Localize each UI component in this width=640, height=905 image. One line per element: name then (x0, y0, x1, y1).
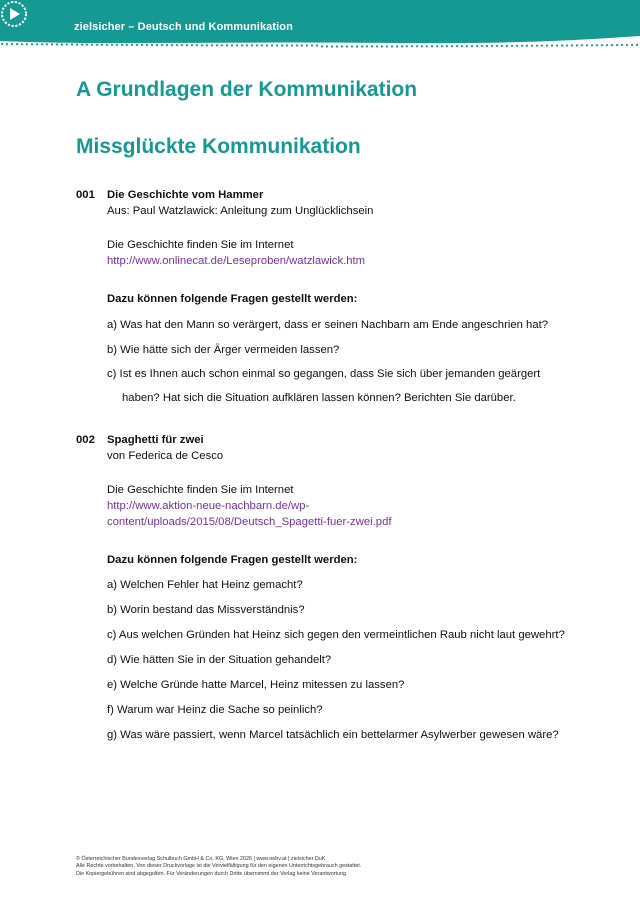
banner-dot (36, 43, 38, 45)
banner-dot (111, 44, 113, 46)
header-title: zielsicher – Deutsch und Kommunikation (74, 21, 293, 33)
banner-dot (571, 44, 573, 46)
banner-dot (271, 44, 273, 46)
banner-dot (621, 44, 623, 46)
banner-dot (146, 44, 148, 46)
banner-dot (206, 44, 208, 46)
story-source: von Federica de Cesco (107, 450, 224, 462)
footer-line: Alle Rechte vorbehalten. Von dieser Druckvorlage ist die Vervielfältigung für den eigenen Unterrichtsgebrauch gestattet. (76, 863, 362, 870)
banner-dot (76, 44, 78, 46)
banner-dot (266, 44, 268, 46)
banner-dot (411, 45, 413, 47)
banner-dot (466, 45, 468, 47)
banner-dot (156, 44, 158, 46)
banner-dot (351, 45, 353, 47)
banner-dot (631, 44, 633, 46)
story-title: Spaghetti für zwei (107, 434, 204, 446)
banner-dot (46, 43, 48, 45)
banner-dot (151, 44, 153, 46)
banner-dot (636, 44, 638, 46)
banner-dot (11, 43, 13, 45)
banner-dot (586, 44, 588, 46)
banner-dot (26, 43, 28, 45)
banner-dot (506, 45, 508, 47)
footer-line: © Österreichischer Bundesverlag Schulbuch GmbH & Co. KG, Wien 2026 | www.oebv.at | zielsicher DuK (76, 856, 326, 862)
story-source: Aus: Paul Watzlawick: Anleitung zum Unglücklichsein (107, 205, 374, 217)
banner-dot (446, 45, 448, 47)
banner-dot (186, 44, 188, 46)
banner-dot (381, 45, 383, 47)
banner-dot (81, 44, 83, 46)
banner-dot (601, 44, 603, 46)
banner-dot (71, 43, 73, 45)
banner-dot (286, 44, 288, 46)
banner-dot (566, 44, 568, 46)
section-number: 001 (76, 189, 95, 201)
main-heading: A Grundlagen der Kommunikation (76, 78, 418, 101)
banner-dot (536, 45, 538, 47)
banner-dot (561, 44, 563, 46)
banner-dot (511, 45, 513, 47)
questions-heading: Dazu können folgende Fragen gestellt werden: (107, 554, 358, 566)
banner-dot (366, 45, 368, 47)
banner-dot (296, 44, 298, 46)
question-item: f) Warum war Heinz die Sache so peinlich? (107, 704, 323, 716)
banner-dot (96, 44, 98, 46)
banner-dot (431, 45, 433, 47)
banner-dot (276, 44, 278, 46)
section-number: 002 (76, 434, 95, 446)
banner-dot (356, 45, 358, 47)
banner-dot (261, 44, 263, 46)
banner-dot (576, 44, 578, 46)
banner-dot (201, 44, 203, 46)
banner-dot (336, 45, 338, 47)
banner-dot (166, 44, 168, 46)
link-intro: Die Geschichte finden Sie im Internet (107, 484, 294, 496)
banner-dot (51, 43, 53, 45)
link-intro: Die Geschichte finden Sie im Internet (107, 239, 294, 251)
banner-dot (611, 44, 613, 46)
banner-dot (121, 44, 123, 46)
banner-dot (421, 45, 423, 47)
banner-dot (606, 44, 608, 46)
banner-dot (546, 45, 548, 47)
banner-dot (591, 44, 593, 46)
banner-dot (346, 45, 348, 47)
question-item: a) Was hat den Mann so verärgert, dass er seinen Nachbarn am Ende angeschrien hat? (107, 319, 549, 331)
question-item: b) Wie hätte sich der Ärger vermeiden lassen? (107, 344, 340, 356)
banner-dot (196, 44, 198, 46)
banner-dot (376, 45, 378, 47)
banner-dot (31, 43, 33, 45)
banner-dot (331, 45, 333, 47)
banner-dot (231, 44, 233, 46)
sub-heading: Missglückte Kommunikation (76, 135, 361, 158)
banner-dot (501, 45, 503, 47)
question-item: a) Welchen Fehler hat Heinz gemacht? (107, 579, 303, 591)
banner-dot (136, 44, 138, 46)
banner-dot (176, 44, 178, 46)
banner-dot (6, 43, 8, 45)
banner-dot (476, 45, 478, 47)
banner-dot (161, 44, 163, 46)
banner-dot (441, 45, 443, 47)
banner-dot (386, 45, 388, 47)
question-item: c) Aus welchen Gründen hat Heinz sich gegen den vermeintlichen Raub nicht laut gewehrt? (107, 629, 565, 641)
banner-dot (301, 44, 303, 46)
question-item: c) Ist es Ihnen auch schon einmal so gegangen, dass Sie sich über jemanden geärgert haben? Hat sich die Situation aufklären lassen können? Berichten Sie darüber. (107, 368, 541, 404)
banner-dot (116, 44, 118, 46)
questions-heading: Dazu können folgende Fragen gestellt werden: (107, 293, 358, 305)
banner-dot (391, 45, 393, 47)
banner-dot (306, 44, 308, 46)
banner-dot (141, 44, 143, 46)
banner-dot (1, 43, 3, 45)
banner-dot (486, 45, 488, 47)
story-title: Die Geschichte vom Hammer (107, 189, 264, 201)
banner-dot (551, 45, 553, 47)
banner-dot (531, 45, 533, 47)
banner-dot (66, 43, 68, 45)
banner-dot (106, 44, 108, 46)
play-circle-icon (0, 0, 28, 28)
banner-dot (241, 44, 243, 46)
banner-dot (236, 44, 238, 46)
banner-dot (86, 44, 88, 46)
banner-dot (216, 44, 218, 46)
banner-dot (191, 44, 193, 46)
banner-dot (526, 45, 528, 47)
banner-dot (311, 44, 313, 46)
footer-line: Die Kopiergebühren sind abgegolten. Für Veränderungen durch Dritte übernimmt der Verlag keine Verantwortung. (76, 870, 348, 877)
story-link[interactable]: http://www.onlinecat.de/Leseproben/watzlawick.htm (107, 255, 366, 267)
banner-dot (326, 45, 328, 47)
banner-dot (291, 44, 293, 46)
banner-dot (401, 45, 403, 47)
banner-dot (171, 44, 173, 46)
banner-dot (246, 44, 248, 46)
banner-dot (596, 44, 598, 46)
banner-dot (226, 44, 228, 46)
question-item: d) Wie hätten Sie in der Situation gehandelt? (107, 654, 332, 666)
banner-dot (491, 45, 493, 47)
banner-dot (16, 43, 18, 45)
banner-dot (436, 45, 438, 47)
banner-dot (91, 44, 93, 46)
banner-dot (131, 44, 133, 46)
banner-dot (481, 45, 483, 47)
question-item: b) Worin bestand das Missverständnis? (107, 604, 305, 616)
banner-dot (521, 45, 523, 47)
banner-dot (556, 44, 558, 46)
page-header (0, 0, 640, 64)
page-footer (76, 856, 596, 878)
banner-dot (496, 45, 498, 47)
banner-dot (396, 45, 398, 47)
banner-dot (341, 45, 343, 47)
banner-dot (321, 45, 323, 47)
banner-dot (56, 43, 58, 45)
story-link-line-1[interactable]: http://www.aktion-neue-nachbarn.de/wp- (107, 500, 310, 512)
banner-dot (61, 43, 63, 45)
banner-dot (516, 45, 518, 47)
banner-dot (41, 43, 43, 45)
banner-dot (211, 44, 213, 46)
banner-dot (416, 45, 418, 47)
banner-dot (626, 44, 628, 46)
question-item: g) Was wäre passiert, wenn Marcel tatsächlich ein bettelarmer Asylwerber gewesen wäre? (107, 729, 559, 741)
banner-dot (371, 45, 373, 47)
banner-dot (616, 44, 618, 46)
banner-dot (281, 44, 283, 46)
banner-dot (221, 44, 223, 46)
banner-dot (541, 45, 543, 47)
banner-dot (256, 44, 258, 46)
banner-dot (581, 44, 583, 46)
banner-dot (126, 44, 128, 46)
banner-dot (471, 45, 473, 47)
banner-dot (426, 45, 428, 47)
banner-dot (21, 43, 23, 45)
banner-dot (451, 45, 453, 47)
banner-dot (101, 44, 103, 46)
story-link-line-2[interactable]: content/uploads/2015/08/Deutsch_Spagetti-fuer-zwei.pdf (107, 516, 392, 528)
banner-dot (316, 44, 318, 46)
question-item: e) Welche Gründe hatte Marcel, Heinz mitessen zu lassen? (107, 679, 405, 691)
banner-dot (361, 45, 363, 47)
banner-dot (181, 44, 183, 46)
banner-dot (406, 45, 408, 47)
banner-dot (461, 45, 463, 47)
banner-dot (456, 45, 458, 47)
banner-dot (251, 44, 253, 46)
